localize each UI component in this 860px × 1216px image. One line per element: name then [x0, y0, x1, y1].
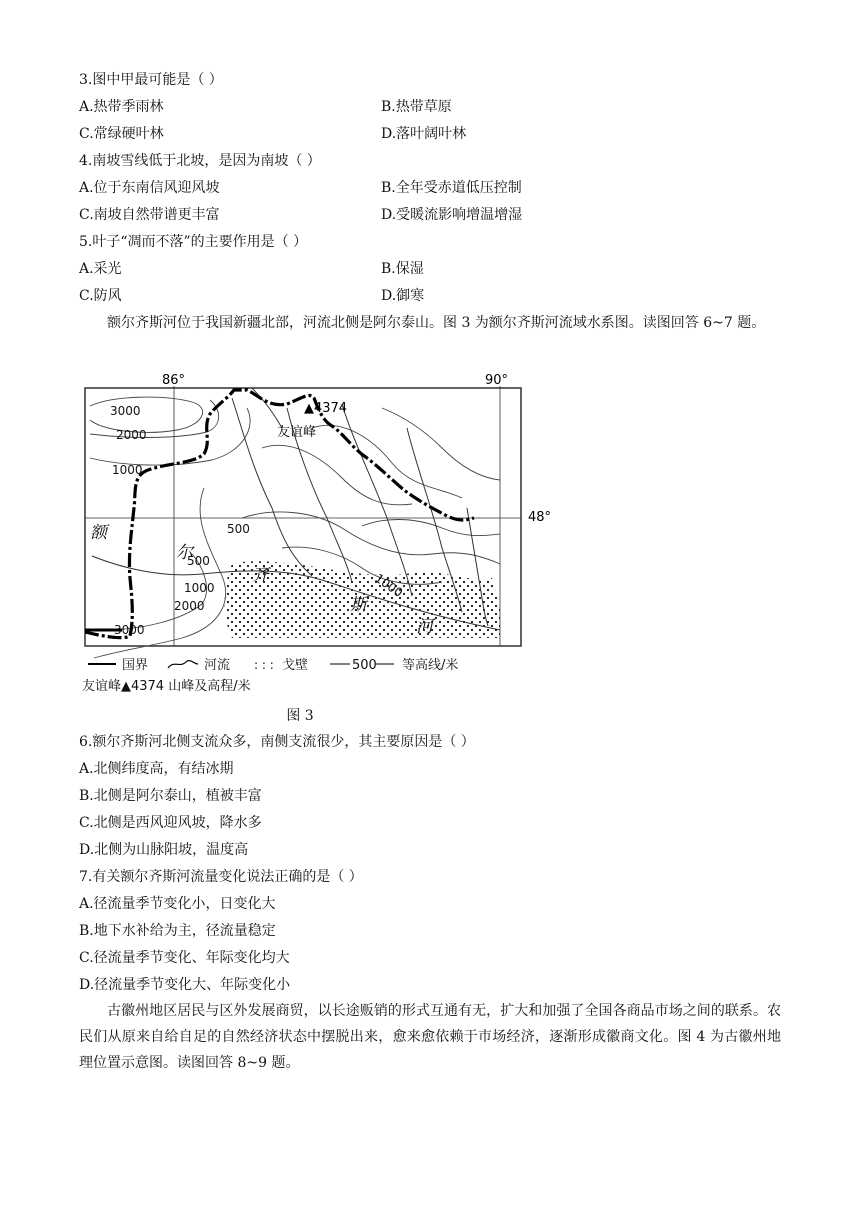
legend-river-symbol	[168, 661, 198, 668]
q6-option-b: B.北侧是阿尔泰山，植被丰富	[79, 788, 262, 804]
svg-text:河: 河	[416, 617, 433, 637]
q6-stem: 6.额尔齐斯河北侧支流众多，南侧支流很少，其主要原因是（ ）	[79, 734, 475, 750]
figure-3-caption: 图 3	[286, 708, 314, 724]
q6-option-d: D.北侧为山脉阳坡，温度高	[79, 842, 249, 858]
q5-stem: 5.叶子“凋而不落”的主要作用是（ ）	[79, 234, 308, 250]
intro-text: 额尔齐斯河位于我国新疆北部，河流北侧是阿尔泰山。图 3 为额尔齐斯河流域水系图。读图回答 6~7 题。	[107, 315, 766, 331]
svg-text:500: 500	[187, 554, 210, 568]
lat-48-label: 48°	[528, 510, 552, 525]
q7-option-c: C.径流量季节变化、年际变化均大	[79, 950, 290, 966]
q4-option-c: C.南坡自然带谱更丰富	[79, 207, 220, 223]
q7-option-d: D.径流量季节变化大、年际变化小	[79, 977, 291, 993]
peak-name: 友谊峰	[277, 425, 317, 440]
q7-option-a: A.径流量季节变化小，日变化大	[79, 896, 276, 912]
legend-contour-value: 500	[352, 658, 377, 673]
svg-text:尔: 尔	[176, 543, 193, 563]
legend-gobi-label: 戈壁	[282, 658, 309, 673]
q5-option-d: D.御寒	[381, 288, 425, 304]
legend-gobi-symbol: : : :	[254, 658, 274, 672]
legend-border-label: 国界	[122, 658, 149, 673]
legend-river-label: 河流	[204, 658, 231, 673]
svg-text:斯: 斯	[350, 595, 367, 615]
map-legend	[82, 657, 458, 694]
q5-option-c: C.防风	[79, 288, 122, 304]
svg-text:额: 额	[90, 523, 107, 543]
intro-paragraph-8-9	[79, 998, 781, 1076]
q4-option-d: D.受暖流影响增温增湿	[381, 207, 523, 223]
svg-text:齐: 齐	[252, 565, 269, 585]
q6-option-a: A.北侧纬度高，有结冰期	[79, 761, 234, 777]
lon-90-label: 90°	[485, 373, 509, 388]
legend-contour-label: 等高线/米	[402, 658, 459, 673]
q3-option-d: D.落叶阔叶林	[381, 126, 467, 142]
q3-option-b: B.热带草原	[381, 99, 452, 115]
svg-text:3000: 3000	[110, 404, 141, 418]
legend-peak-label: 友谊峰▲4374 山峰及高程/米	[82, 679, 251, 694]
svg-text:1000: 1000	[372, 570, 406, 600]
lon-86-label: 86°	[162, 373, 186, 388]
q4-option-a: A.位于东南信风迎风坡	[79, 180, 220, 196]
svg-text:1000: 1000	[112, 463, 143, 477]
svg-text:1000: 1000	[184, 581, 215, 595]
q6-option-c: C.北侧是西风迎风坡，降水多	[79, 815, 262, 831]
svg-text:2000: 2000	[174, 599, 205, 613]
erqis-river-map	[82, 368, 552, 698]
q5-option-a: A.采光	[79, 261, 122, 277]
peak-elevation: ▲4374	[304, 401, 348, 416]
svg-text:3000: 3000	[114, 623, 145, 637]
intro-paragraph-6-7	[79, 310, 781, 336]
q7-option-b: B.地下水补给为主，径流量稳定	[79, 923, 276, 939]
q4-option-b: B.全年受赤道低压控制	[381, 180, 522, 196]
svg-text:500: 500	[227, 522, 250, 536]
svg-text:2000: 2000	[116, 428, 147, 442]
q3-option-a: A.热带季雨林	[79, 99, 164, 115]
q3-stem: 3.图中甲最可能是（ ）	[79, 72, 223, 88]
q4-stem: 4.南坡雪线低于北坡，是因为南坡（ ）	[79, 153, 321, 169]
q7-stem: 7.有关额尔齐斯河流量变化说法正确的是（ ）	[79, 869, 363, 885]
q3-option-c: C.常绿硬叶林	[79, 126, 164, 142]
q5-option-b: B.保湿	[381, 261, 424, 277]
intro-text-2: 古徽州地区居民与区外发展商贸，以长途贩销的形式互通有无，扩大和加强了全国各商品市场之间的联系。农民们从原来自给自足的自然经济状态中摆脱出来，愈来愈依赖于市场经济，逐渐形成徽商文化。图 4 为古徽州地理位置示意图。读图回答 8~9 题。	[79, 1003, 781, 1071]
